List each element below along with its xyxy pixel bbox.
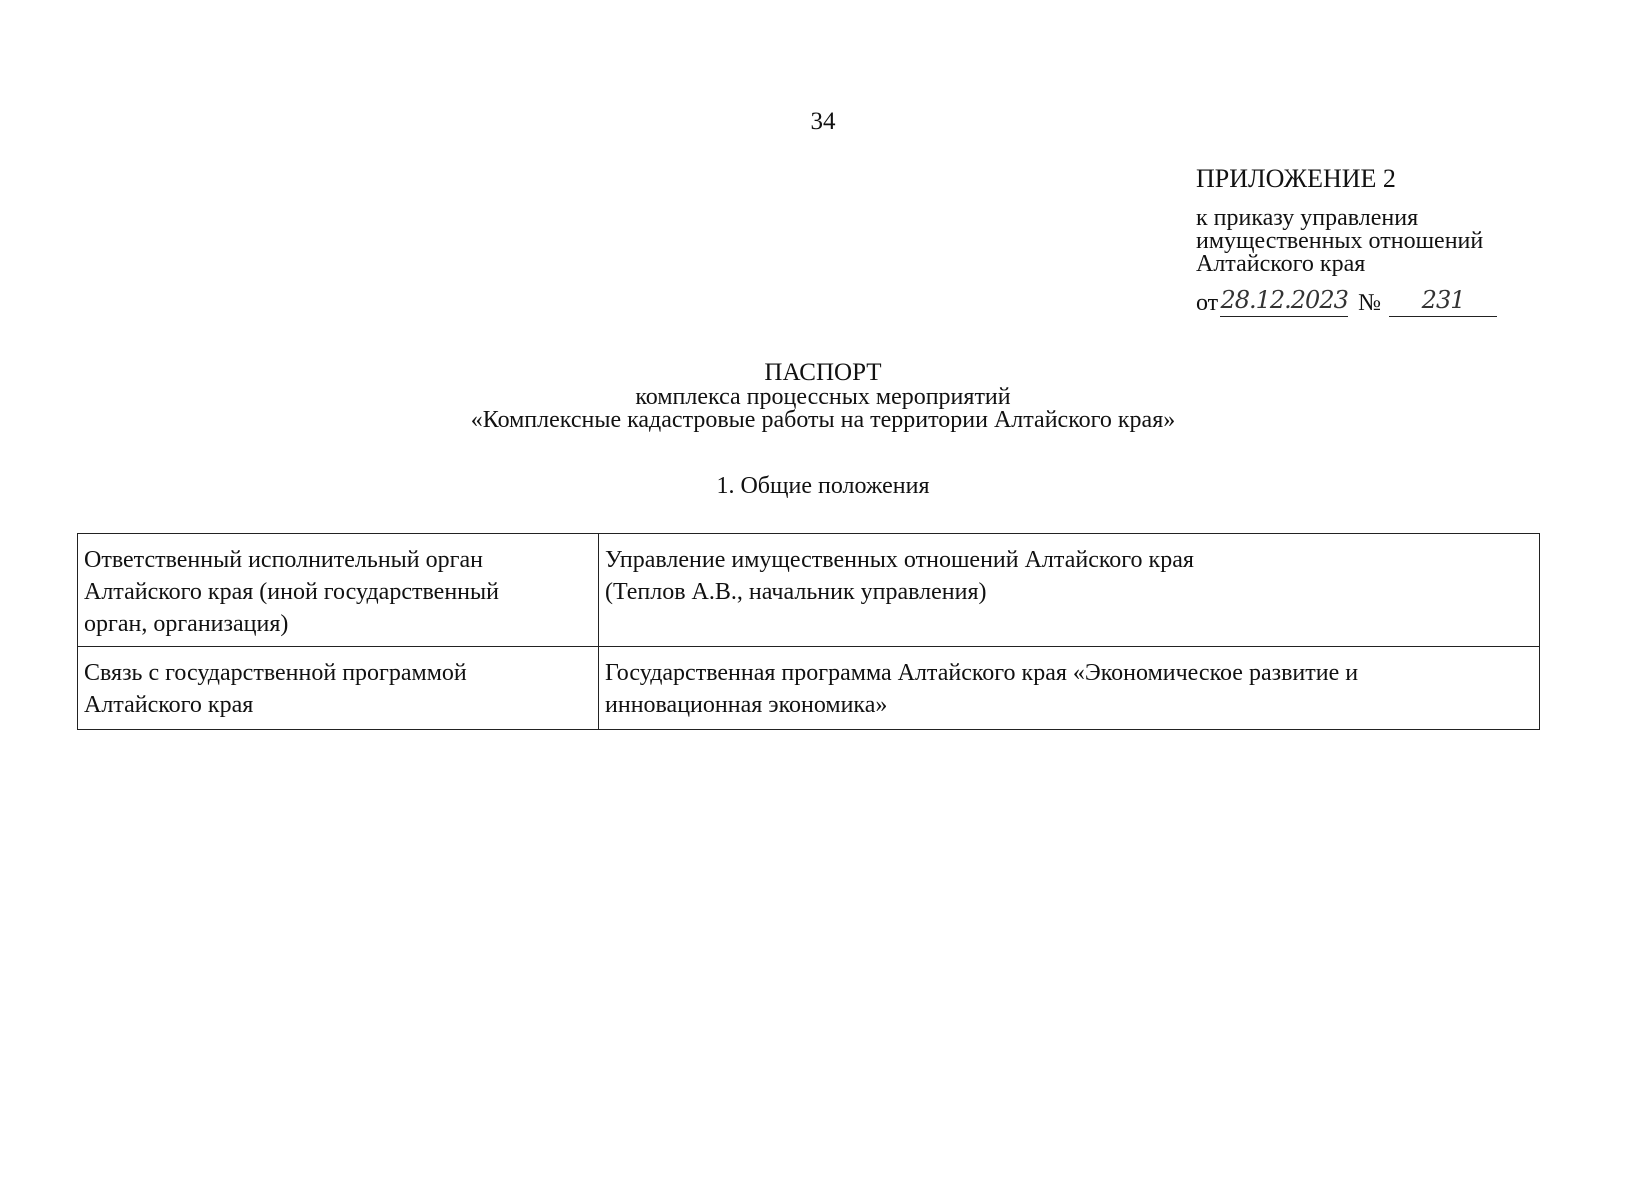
cell-text-line: Управление имущественных отношений Алтайского края (605, 547, 1194, 573)
appendix-line: Алтайского края (1196, 251, 1366, 277)
document-subtitle-line: «Комплексные кадастровые работы на территории Алтайского края» (470, 407, 1176, 433)
cell-text-line: (Теплов А.В., начальник управления) (605, 579, 987, 605)
page-number: 34 (810, 108, 836, 135)
appendix-title: ПРИЛОЖЕНИЕ 2 (1196, 164, 1396, 193)
order-date-handwritten: 28.12.2023 (1220, 286, 1348, 317)
date-prefix: от (1196, 290, 1219, 316)
document-subtitle-line: комплекса процессных мероприятий (635, 384, 1011, 410)
cell-text-line: Ответственный исполнительный орган (84, 547, 483, 573)
document-title: ПАСПОРТ (764, 359, 882, 386)
cell-text-line: Государственная программа Алтайского края «Экономическое развитие и (605, 660, 1359, 686)
cell-text-line: орган, организация) (84, 611, 289, 637)
order-number-handwritten: 231 (1389, 286, 1497, 317)
cell-text-line: Связь с государственной программой (84, 660, 467, 686)
table-row (78, 534, 1540, 647)
table-value-cell (599, 647, 1540, 730)
appendix-order-reference (1196, 207, 1596, 276)
document-title-block (0, 360, 1646, 432)
table-label-cell (78, 534, 599, 647)
table-label-cell (78, 647, 599, 730)
cell-text-line: Алтайского края (84, 692, 254, 718)
number-sign: № (1358, 290, 1382, 316)
table-value-cell (599, 534, 1540, 647)
passport-table (77, 533, 1540, 730)
order-date-number-line (1196, 286, 1596, 317)
appendix-block (1196, 163, 1596, 317)
table-row (78, 647, 1540, 730)
section-heading: 1. Общие положения (716, 473, 930, 499)
appendix-line: к приказу управления (1196, 205, 1419, 231)
cell-text-line: Алтайского края (иной государственный (84, 579, 499, 605)
appendix-line: имущественных отношений (1196, 228, 1484, 254)
cell-text-line: инновационная экономика» (605, 692, 888, 718)
